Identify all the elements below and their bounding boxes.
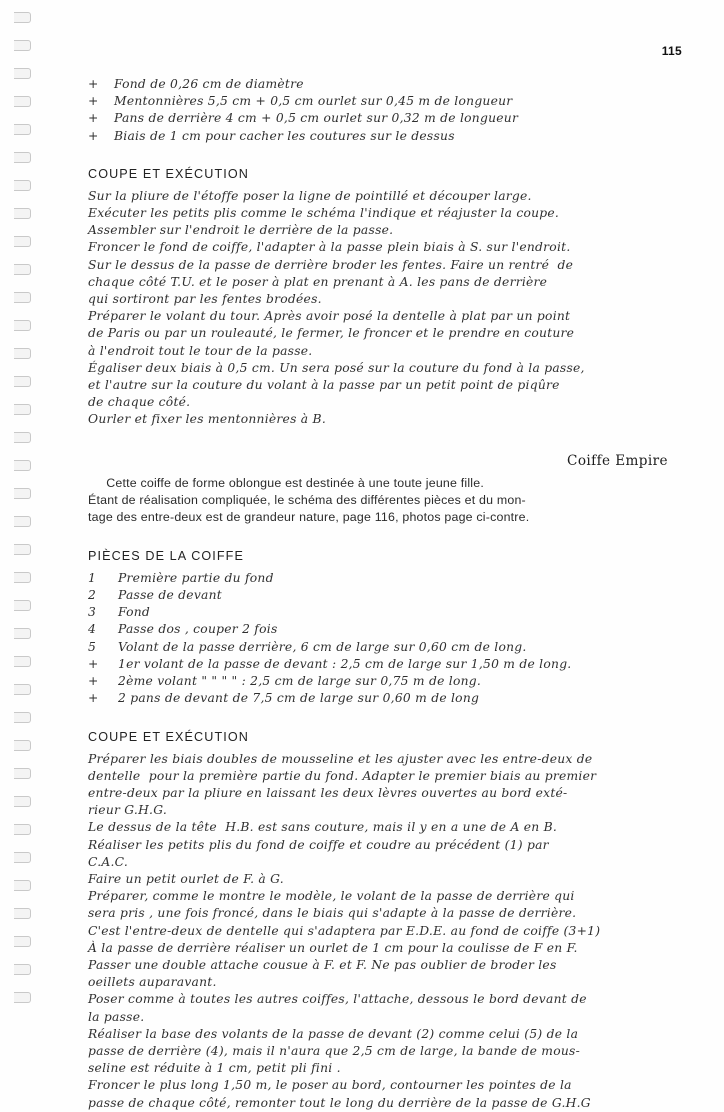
text-line: passe de derrière (4), mais il n'aura que 2,5 cm de large, la bande de mous- [88, 1043, 580, 1058]
text-line: C'est l'entre-deux de dentelle qui s'adaptera par E.D.E. au fond de coiffe (3+1) [88, 923, 601, 938]
text-line: Froncer le plus long 1,50 m, le poser au bord, contourner les pointes de la [88, 1078, 572, 1093]
text-line: tage des entre-deux est de grandeur nature, page 116, photos page ci-contre. [88, 510, 530, 525]
text-line: entre-deux par la pliure en laissant les deux lèvres ouvertes au bord exté- [88, 785, 568, 800]
text-line: Passer une double attache cousue à F. et F. Ne pas oublier de broder les [88, 957, 557, 972]
list-item-label: 1er volant de la passe de devant : 2,5 cm de large sur 1,50 m de long. [118, 656, 572, 671]
section-heading-coupe-execution-2: COUPE ET EXÉCUTION [88, 729, 249, 744]
section-heading-pieces-de-la-coiffe: PIÈCES DE LA COIFFE [88, 548, 244, 563]
text-line: de Paris ou par un rouleauté, le fermer, le froncer et le prendre en couture [88, 326, 575, 341]
text-line: passe de chaque côté, remonter tout le long du derrière de la passe de G.H.G [88, 1095, 591, 1110]
subsection-title-coiffe-empire: Coiffe Empire [567, 452, 668, 469]
list-item-label: Fond [118, 605, 151, 620]
text-line: Préparer, comme le montre le modèle, le volant de la passe de derrière qui [88, 889, 575, 904]
text-line: qui sortiront par les fentes brodées. [88, 292, 322, 307]
list-item-marker: 3 [88, 605, 97, 620]
text-line: Sur le dessus de la passe de derrière broder les fentes. Faire un rentré de [88, 257, 574, 272]
list-item-label: Biais de 1 cm pour cacher les coutures sur le dessus [114, 128, 455, 143]
page-content [88, 76, 668, 1112]
section2-body [88, 751, 668, 1112]
list-item-marker: + [88, 111, 99, 126]
text-line: la passe. [88, 1009, 145, 1024]
list-item [88, 604, 668, 621]
list-item [88, 570, 668, 587]
pieces-list [88, 570, 668, 708]
list-item-label: Mentonnières 5,5 cm + 0,5 cm ourlet sur 0,45 m de longueur [114, 94, 513, 109]
list-item-marker: 5 [88, 639, 97, 654]
list-item [88, 128, 668, 145]
text-line: Réaliser la base des volants de la passe de devant (2) comme celui (5) de la [88, 1026, 579, 1041]
text-line: Le dessus de la tête H.B. est sans couture, mais il y en a une de A en B. [88, 820, 558, 835]
text-line: dentelle pour la première partie du fond. Adapter le premier biais au premier [88, 768, 597, 783]
list-item-marker: + [88, 128, 99, 143]
list-item-marker: + [88, 674, 99, 689]
list-item [88, 673, 668, 690]
list-item [88, 587, 668, 604]
list-item-marker: + [88, 77, 99, 91]
page-number: 115 [661, 44, 682, 58]
section1-body [88, 188, 668, 429]
list-item-marker: 1 [88, 570, 97, 585]
text-line: Assembler sur l'endroit le derrière de la passe. [88, 223, 394, 238]
text-line: sera pris , une fois froncé, dans le biais qui s'adapte à la passe de derrière. [88, 906, 577, 921]
list-item-marker: + [88, 656, 99, 671]
text-line: seline est réduite à 1 cm, petit pli fini . [88, 1061, 341, 1076]
list-item-marker: + [88, 691, 99, 706]
text-line: Exécuter les petits plis comme le schéma l'indique et réajuster la coupe. [88, 206, 560, 221]
text-line: À la passe de derrière réaliser un ourlet de 1 cm pour la coulisse de F en F. [88, 940, 578, 955]
text-line: Étant de réalisation compliquée, le schéma des différentes pièces et du mon- [88, 493, 526, 508]
list-item-label: Pans de derrière 4 cm + 0,5 cm ourlet sur 0,32 m de longueur [114, 111, 519, 126]
list-item-marker: + [88, 94, 99, 109]
list-item-marker: 2 [88, 588, 97, 603]
text-line: à l'endroit tout le tour de la passe. [88, 343, 313, 358]
list-item [88, 76, 668, 93]
list-item-label: 2 pans de devant de 7,5 cm de large sur 0,60 m de long [118, 691, 480, 706]
list-item-label: Volant de la passe derrière, 6 cm de large sur 0,60 cm de long. [118, 639, 527, 654]
list-item [88, 690, 668, 707]
list-item-label: Fond de 0,26 cm de diamètre [114, 77, 304, 91]
text-line: oeillets auparavant. [88, 975, 217, 990]
list-item [88, 110, 668, 127]
text-line: C.A.C. [88, 854, 129, 869]
text-line: et l'autre sur la couture du volant à la passe par un petit point de piqûre [88, 378, 560, 393]
materials-list [88, 76, 668, 145]
text-line: Préparer les biais doubles de mousseline et les ajuster avec les entre-deux de [88, 751, 593, 766]
text-line: Ourler et fixer les mentonnières à B. [88, 412, 326, 427]
list-item [88, 621, 668, 638]
text-line: Cette coiffe de forme oblongue est destinée à une toute jeune fille. [88, 475, 484, 490]
text-line: Préparer le volant du tour. Après avoir posé la dentelle à plat par un point [88, 309, 571, 324]
text-line: de chaque côté. [88, 395, 191, 410]
list-item [88, 656, 668, 673]
text-line: Froncer le fond de coiffe, l'adapter à la passe plein biais à S. sur l'endroit. [88, 240, 571, 255]
list-item-marker: 4 [88, 622, 97, 637]
list-item-label: 2ème volant " " " " : 2,5 cm de large sur 0,75 m de long. [118, 674, 482, 689]
list-item [88, 93, 668, 110]
list-item-label: Première partie du fond [118, 570, 274, 585]
text-line: Sur la pliure de l'étoffe poser la ligne de pointillé et découper large. [88, 188, 532, 203]
list-item [88, 639, 668, 656]
list-item-label: Passe dos , couper 2 fois [118, 622, 278, 637]
text-line: chaque côté T.U. et le poser à plat en prenant à A. les pans de derrière [88, 274, 548, 289]
text-line: Faire un petit ourlet de F. à G. [88, 871, 284, 886]
coiffe-empire-intro [88, 475, 668, 527]
text-line: rieur G.H.G. [88, 803, 168, 818]
section-heading-coupe-execution-1: COUPE ET EXÉCUTION [88, 166, 249, 181]
text-line: Égaliser deux biais à 0,5 cm. Un sera posé sur la couture du fond à la passe, [88, 360, 585, 375]
list-item-label: Passe de devant [118, 588, 222, 603]
text-line: Réaliser les petits plis du fond de coiffe et coudre au précédent (1) par [88, 837, 549, 852]
text-line: Poser comme à toutes les autres coiffes, l'attache, dessous le bord devant de [88, 992, 587, 1007]
